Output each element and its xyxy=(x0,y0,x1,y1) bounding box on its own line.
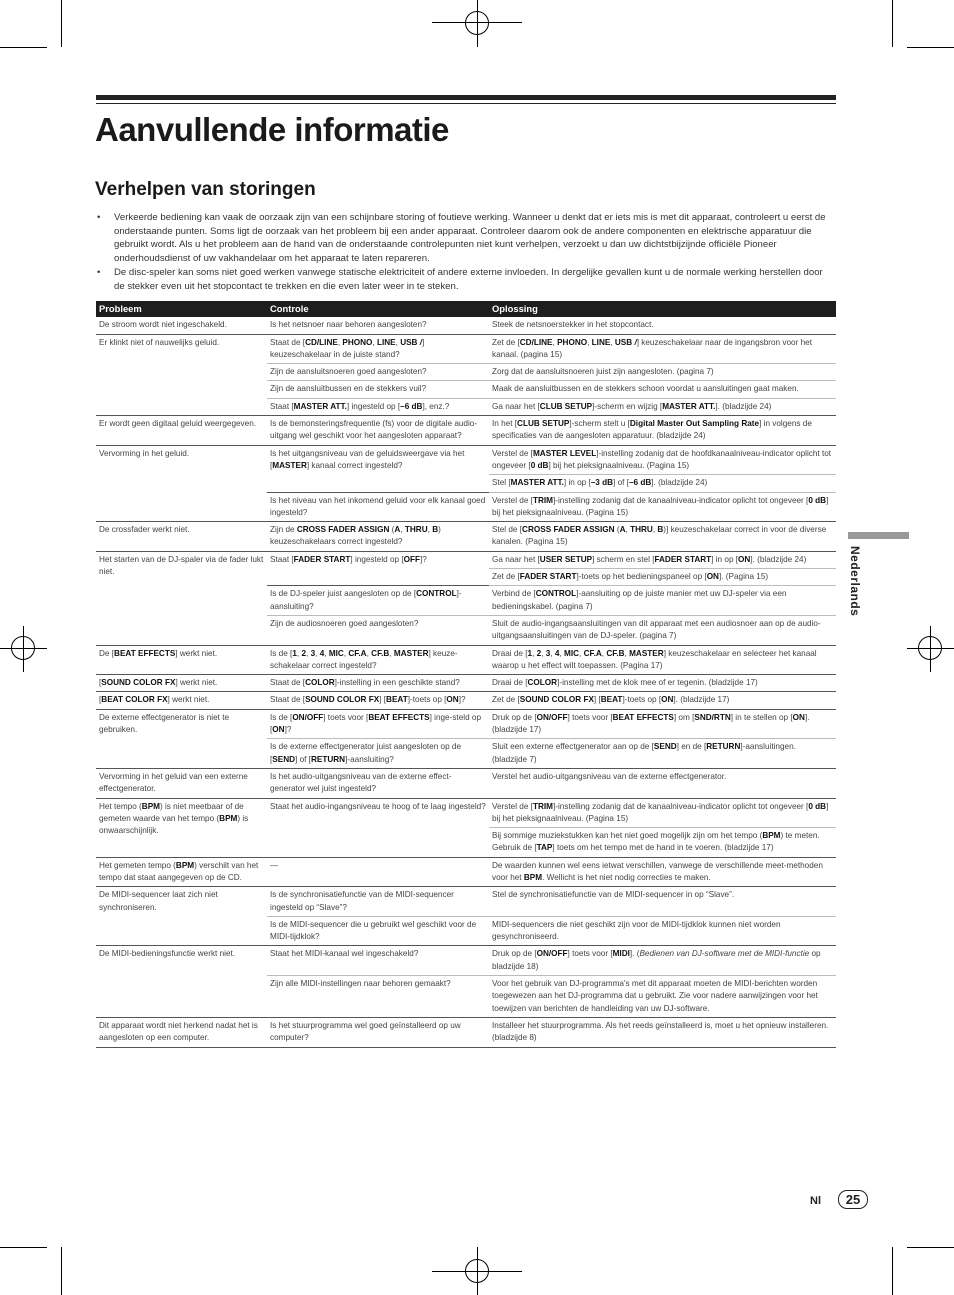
solution-cell: Zet de [SOUND COLOR FX] [BEAT]-toets op [ON]. (bladzijde 17) xyxy=(489,692,836,709)
problem-cell: Vervorming in het geluid. xyxy=(96,445,267,521)
solution-cell: Verbind de [CONTROL]-aansluiting op de juiste manier met uw DJ-speler via een bedieningskabel. (pagina 7) xyxy=(489,586,836,616)
problem-cell: De MIDI-sequencer laat zich niet synchroniseren. xyxy=(96,887,267,946)
table-row xyxy=(96,887,836,917)
header-solution: Oplossing xyxy=(489,301,836,317)
solution-cell: Sluit de audio-ingangsaansluitingen van dit apparaat met een audiosnoer aan op de audio-uitgangsaansluitingen van de DJ-speler. (pagina 7) xyxy=(489,615,836,645)
solution-cell: Ga naar het [CLUB SETUP]-scherm en wijzig [MASTER ATT.]. (bladzijde 24) xyxy=(489,398,836,415)
solution-cell: Draai de [COLOR]-instelling met de klok mee of er tegenin. (bladzijde 17) xyxy=(489,675,836,692)
problem-cell: De stroom wordt niet ingeschakeld. xyxy=(96,317,267,334)
solution-cell: Druk op de [ON/OFF] toets voor [MIDI]. (Bedienen van DJ-software met de MIDI-functie op bladzijde 18) xyxy=(489,946,836,976)
check-cell: Staat de [CD/LINE, PHONO, LINE, USB /] keuzeschakelaar in de juiste stand? xyxy=(267,334,489,364)
solution-cell: In het [CLUB SETUP]-scherm stelt u [Digital Master Out Sampling Rate] in volgens de specificaties van de aangesloten apparatuur. (bladzijde 24) xyxy=(489,416,836,446)
check-cell: Is het niveau van het inkomend geluid voor elk kanaal goed ingesteld? xyxy=(267,492,489,522)
check-cell: Is het audio-uitgangsniveau van de externe effect-generator wel juist ingesteld? xyxy=(267,768,489,798)
solution-cell: Ga naar het [USER SETUP] scherm en stel [FADER START] in op [ON]. (bladzijde 24) xyxy=(489,551,836,568)
section-title: Verhelpen van storingen xyxy=(95,179,316,200)
problem-cell: De crossfader werkt niet. xyxy=(96,522,267,552)
solution-cell: Stel de [CROSS FADER ASSIGN (A, THRU, B)] keuzeschakelaar correct in voor de diverse kanalen. (Pagina 15) xyxy=(489,522,836,552)
check-cell: Zijn de CROSS FADER ASSIGN (A, THRU, B) keuzeschakelaars correct ingesteld? xyxy=(267,522,489,552)
solution-cell: Stel [MASTER ATT.] in op [–3 dB] of [–6 dB]. (bladzijde 24) xyxy=(489,475,836,492)
check-cell: Zijn de audiosnoeren goed aangesloten? xyxy=(267,615,489,645)
problem-cell: De MIDI-bedieningsfunctie werkt niet. xyxy=(96,946,267,1017)
table-row xyxy=(96,768,836,798)
intro-bullet: • Verkeerde bediening kan vaak de oorzaak zijn van een schijnbare storing of foutieve werking. Wanneer u denkt dat er iets mis is met dit apparaat, controleert u eerst de onderstaande punten. Soms ligt de oorzaak van het probleem bij een ander apparaat. Controleer daarom ook de andere componenten en elektrische apparatuur die gebruikt wordt. Als u het probleem aan de hand van de onderstaande controlepunten niet kunt verhelpen, verzoekt u dan uw dichtstbijzijnde officiële Pioneer onderhoudsdienst of uw vakhandelaar om het apparaat te laten repareren. xyxy=(96,211,836,266)
check-cell: Is de MIDI-sequencer die u gebruikt wel geschikt voor de MIDI-tijdklok? xyxy=(267,916,489,946)
chapter-title: Aanvullende informatie xyxy=(95,111,449,148)
table-row xyxy=(96,857,836,887)
title-rule xyxy=(96,95,836,100)
table-row xyxy=(96,946,836,976)
check-cell: Zijn de aansluitsnoeren goed aangesloten? xyxy=(267,364,489,381)
side-tab-language: Nederlands xyxy=(848,546,862,617)
solution-cell: Druk op de [ON/OFF] toets voor [BEAT EFFECTS] om [SND/RTN] in te stellen op [ON]. (bladzijde 17) xyxy=(489,709,836,739)
check-cell: Zijn alle MIDI-instellingen naar behoren gemaakt? xyxy=(267,976,489,1018)
table-row xyxy=(96,1017,836,1047)
solution-cell: Maak de aansluitbussen en de stekkers schoon voordat u aansluitingen gaat maken. xyxy=(489,381,836,398)
table-row xyxy=(96,317,836,334)
table-row xyxy=(96,334,836,364)
check-cell: Is het uitgangsniveau van de geluidsweergave via het [MASTER] kanaal correct ingesteld? xyxy=(267,445,489,492)
problem-cell: Dit apparaat wordt niet herkend nadat het is aangesloten op een computer. xyxy=(96,1017,267,1047)
solution-cell: Stel de synchronisatiefunctie van de MIDI-sequencer in op “Slave”. xyxy=(489,887,836,917)
check-cell: — xyxy=(267,857,489,887)
solution-cell: Verstel het audio-uitgangsniveau van de externe effectgenerator. xyxy=(489,768,836,798)
check-cell: Staat [FADER START] ingesteld op [OFF]? xyxy=(267,551,489,586)
solution-cell: Sluit een externe effectgenerator aan op de [SEND] en de [RETURN]-aansluitingen. (bladzijde 7) xyxy=(489,739,836,769)
intro-list xyxy=(96,211,836,293)
table-row xyxy=(96,798,836,828)
solution-cell: Zorg dat de aansluitsnoeren juist zijn aangesloten. (pagina 7) xyxy=(489,364,836,381)
check-cell: Is de synchronisatiefunctie van de MIDI-sequencer ingesteld op “Slave”? xyxy=(267,887,489,917)
check-cell: Staat de [COLOR]-instelling in een geschikte stand? xyxy=(267,675,489,692)
solution-cell: Bij sommige muziekstukken kan het niet goed mogelijk zijn om het tempo (BPM) te meten. Gebruik de [TAP] toets om het tempo met de hand in te voeren. (bladzijde 17) xyxy=(489,828,836,858)
title-rule-thin xyxy=(96,103,836,104)
solution-cell: Steek de netsnoerstekker in het stopcontact. xyxy=(489,317,836,334)
problem-cell: Vervorming in het geluid van een externe effectgenerator. xyxy=(96,768,267,798)
solution-cell: Voor het gebruik van DJ-programma's met dit apparaat moeten de MIDI-berichten worden toegewezen aan het DJ-programma dat u gebruikt. Zie voor nadere aanwijzingen voor het toewijzen van berichten de handleiding van uw DJ-software. xyxy=(489,976,836,1018)
check-cell: Is de DJ-speler juist aangesloten op de [CONTROL]-aansluiting? xyxy=(267,586,489,616)
table-row xyxy=(96,445,836,475)
check-cell: Is de [1, 2, 3, 4, MIC, CF.A, CF.B, MASTER] keuze-schakelaar correct ingesteld? xyxy=(267,645,489,675)
side-tab-bar xyxy=(848,532,909,539)
solution-cell: Verstel de [MASTER LEVEL]-instelling zodanig dat de hoofdkanaalniveau-indicator oplicht tot ongeveer [0 dB] bij het pieksignaalniveau. (Pagina 15) xyxy=(489,445,836,475)
solution-cell: Verstel de [TRIM]-instelling zodanig dat de kanaalniveau-indicator oplicht tot ongeveer [0 dB] bij het pieksignaalniveau. (Pagina 15) xyxy=(489,798,836,828)
problem-cell: [SOUND COLOR FX] werkt niet. xyxy=(96,675,267,692)
check-cell: Staat de [SOUND COLOR FX] [BEAT]-toets op [ON]? xyxy=(267,692,489,709)
solution-cell: Draai de [1, 2, 3, 4, MIC, CF.A, CF.B, MASTER] keuzeschakelaar en selecteer het kanaal waarop u het effect wilt toepassen. (Pagina 17) xyxy=(489,645,836,675)
problem-cell: Er klinkt niet of nauwelijks geluid. xyxy=(96,334,267,415)
solution-cell: MIDI-sequencers die niet geschikt zijn voor de MIDI-tijdklok kunnen niet worden gesynchroniseerd. xyxy=(489,916,836,946)
solution-cell: Zet de [FADER START]-toets op het bedieningspaneel op [ON]. (Pagina 15) xyxy=(489,569,836,586)
problem-cell: De [BEAT EFFECTS] werkt niet. xyxy=(96,645,267,675)
solution-cell: Verstel de [TRIM]-instelling zodanig dat de kanaalniveau-indicator oplicht tot ongeveer [0 dB] bij het pieksignaalniveau. (Pagina 15) xyxy=(489,492,836,522)
table-row xyxy=(96,551,836,568)
check-cell: Staat [MASTER ATT.] ingesteld op [–6 dB], enz.? xyxy=(267,398,489,415)
check-cell: Is het stuurprogramma wel goed geïnstalleerd op uw computer? xyxy=(267,1017,489,1047)
header-check: Controle xyxy=(267,301,489,317)
page-number: 25 xyxy=(838,1190,868,1209)
problem-cell: Het gemeten tempo (BPM) verschilt van het tempo dat staat aangegeven op de CD. xyxy=(96,857,267,887)
solution-cell: De waarden kunnen wel eens ietwat verschillen, vanwege de verschillende meet-methoden voor het BPM. Wellicht is het niet nodig correcties te maken. xyxy=(489,857,836,887)
check-cell: Is de bemonsteringsfrequentie (fs) voor de digitale audio-uitgang wel geschikt voor het aangesloten apparaat? xyxy=(267,416,489,446)
table-row xyxy=(96,692,836,709)
table-row xyxy=(96,522,836,552)
check-cell: Staat het MIDI-kanaal wel ingeschakeld? xyxy=(267,946,489,976)
footer-language: Nl xyxy=(810,1195,821,1207)
table-row xyxy=(96,416,836,446)
solution-cell: Zet de [CD/LINE, PHONO, LINE, USB /] keuzeschakelaar naar de ingangsbron voor het kanaal. (pagina 15) xyxy=(489,334,836,364)
problem-cell: Het starten van de DJ-spaler via de fader lukt niet. xyxy=(96,551,267,645)
check-cell: Zijn de aansluitbussen en de stekkers vuil? xyxy=(267,381,489,398)
check-cell: Staat het audio-ingangsniveau te hoog of te laag ingesteld? xyxy=(267,798,489,857)
check-cell: Is de [ON/OFF] toets voor [BEAT EFFECTS] inge-steld op [ON]? xyxy=(267,709,489,739)
table-row xyxy=(96,645,836,675)
problem-cell: Het tempo (BPM) is niet meetbaar of de gemeten waarde van het tempo (BPM) is onwaarschijnlijk. xyxy=(96,798,267,857)
check-cell: Is de externe effectgenerator juist aangesloten op de [SEND] of [RETURN]-aansluiting? xyxy=(267,739,489,769)
table-row xyxy=(96,675,836,692)
table-header xyxy=(96,301,836,317)
problem-cell: De externe effectgenerator is niet te gebruiken. xyxy=(96,709,267,768)
header-problem: Probleem xyxy=(96,301,267,317)
problem-cell: Er wordt geen digitaal geluid weergegeven. xyxy=(96,416,267,446)
problem-cell: [BEAT COLOR FX] werkt niet. xyxy=(96,692,267,709)
table-row xyxy=(96,709,836,739)
troubleshooting-table xyxy=(96,301,836,1048)
check-cell: Is het netsnoer naar behoren aangesloten? xyxy=(267,317,489,334)
solution-cell: Installeer het stuurprogramma. Als het reeds geïnstalleerd is, moet u het opnieuw installeren. (bladzijde 8) xyxy=(489,1017,836,1047)
intro-bullet: • De disc-speler kan soms niet goed werken vanwege statische elektriciteit of andere externe invloeden. In dergelijke gevallen kunt u de normale werking herstellen door de stekker even uit het stopcontact te trekken en die even later weer in te steken. xyxy=(96,266,836,293)
